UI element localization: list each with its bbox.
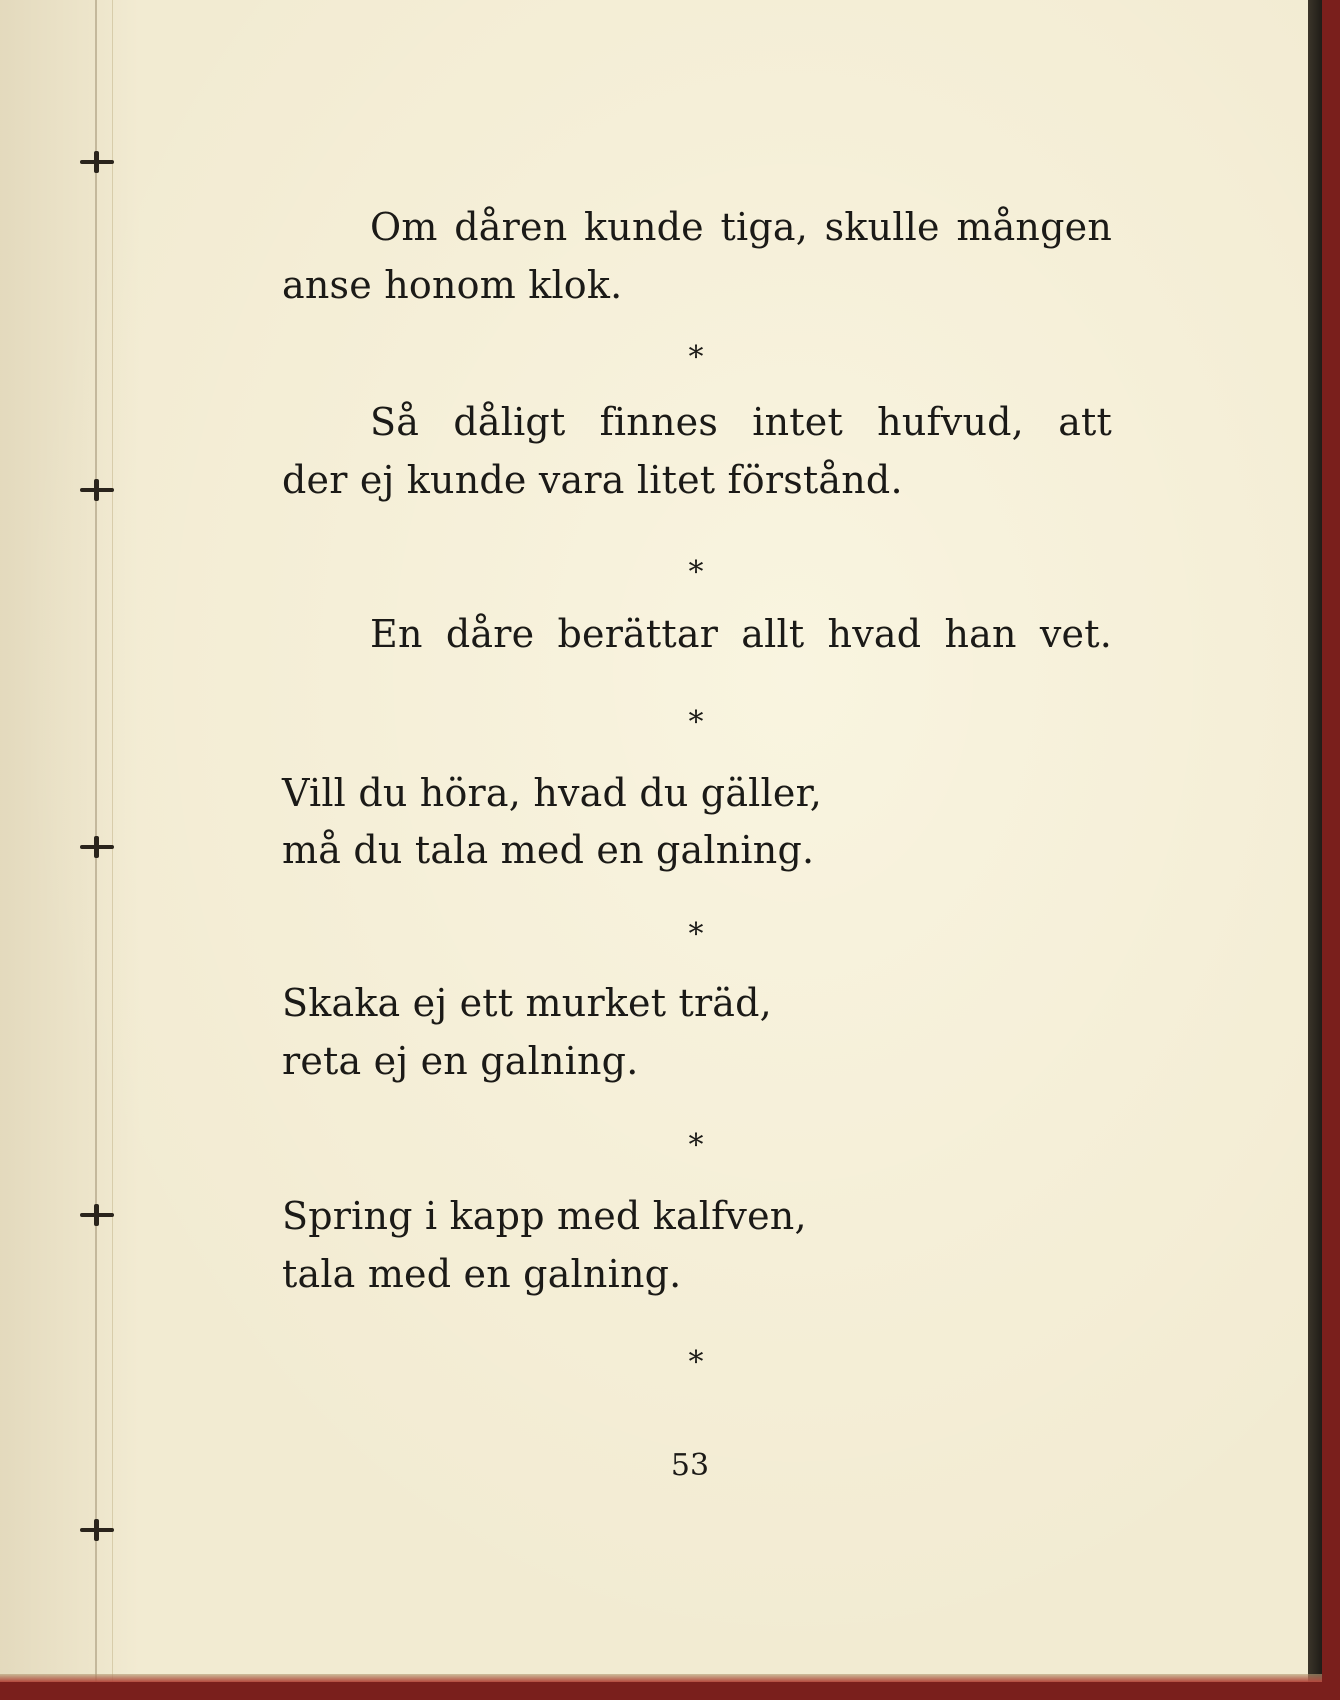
book-edge xyxy=(1308,0,1322,1682)
saying-3-line-1: En dåre berättar allt hvad han vet. xyxy=(370,612,1112,656)
separator-asterisk: * xyxy=(688,340,704,375)
separator-asterisk: * xyxy=(688,1128,704,1163)
saying-2-line-2: der ej kunde vara litet förstånd. xyxy=(282,458,903,502)
saying-4-line-1: Vill du höra, hvad du gäller, xyxy=(282,771,823,815)
saying-6-line-1: Spring i kapp med kalfven, xyxy=(282,1194,807,1238)
binding-stitch xyxy=(80,485,114,495)
saying-1-line-2: anse honom klok. xyxy=(282,263,623,307)
saying-2-line-1: Så dåligt finnes intet hufvud, att xyxy=(370,400,1112,444)
saying-1-line-1: Om dåren kunde tiga, skulle mången xyxy=(370,205,1112,249)
binding-stitch xyxy=(80,1525,114,1535)
separator-asterisk: * xyxy=(688,1345,704,1380)
saying-5-line-1: Skaka ej ett murket träd, xyxy=(282,981,772,1025)
saying-5-line-2: reta ej en galning. xyxy=(282,1039,639,1083)
saying-4-line-2: må du tala med en galning. xyxy=(282,828,815,872)
separator-asterisk: * xyxy=(688,917,704,952)
binding-stitch xyxy=(80,842,114,852)
separator-asterisk: * xyxy=(688,705,704,740)
separator-asterisk: * xyxy=(688,555,704,590)
saying-6-line-2: tala med en galning. xyxy=(282,1252,682,1296)
binding-stitch xyxy=(80,157,114,167)
page-bottom-edge xyxy=(0,1674,1322,1682)
binding-stitch xyxy=(80,1210,114,1220)
page-number: 53 xyxy=(670,1448,710,1483)
binding-gutter-inner xyxy=(112,0,113,1682)
